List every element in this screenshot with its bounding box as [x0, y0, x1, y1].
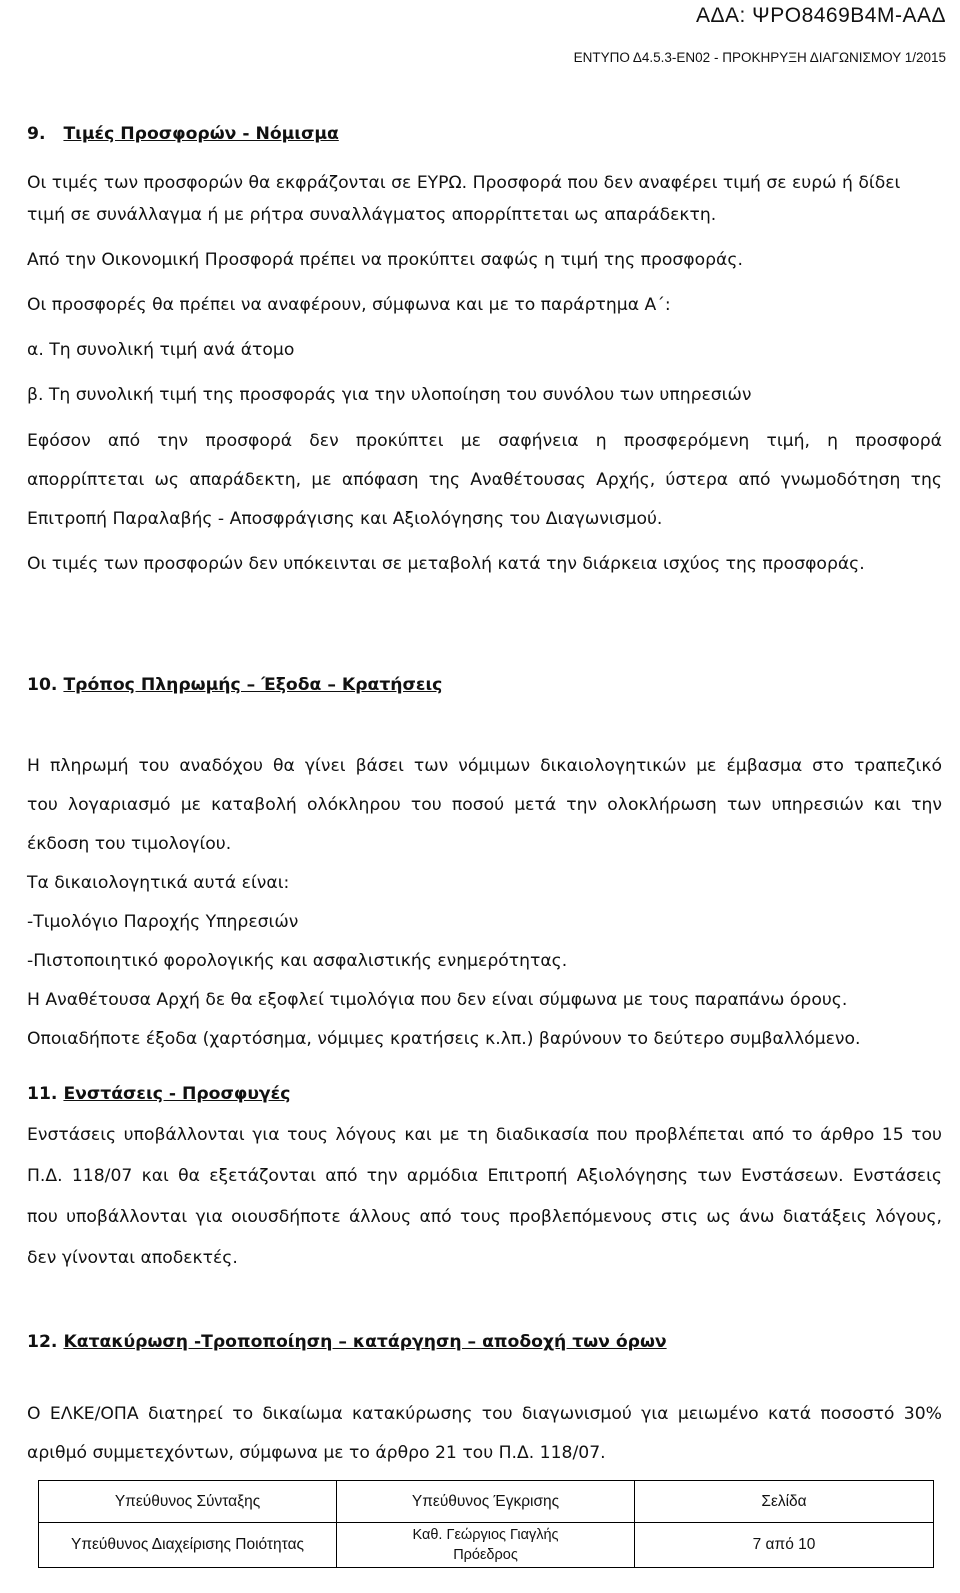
section-number: 12.	[27, 1332, 58, 1352]
paragraph: Ο ΕΛΚΕ/ΟΠΑ διατηρεί το δικαίωμα κατακύρωσης του διαγωνισμού για μειωμένο κατά ποσοστό 30%	[27, 1404, 942, 1424]
paragraph: αριθμό συμμετεχόντων, σύμφωνα με το άρθρο 21 του Π.Δ. 118/07.	[27, 1443, 606, 1463]
paragraph: Εφόσον από την προσφορά δεν προκύπτει με σαφήνεια η προσφερόμενη τιμή, η προσφορά	[27, 431, 942, 451]
section-number: 9.	[27, 124, 46, 144]
list-item: -Τιμολόγιο Παροχής Υπηρεσιών	[27, 912, 299, 932]
approver-name: Καθ. Γεώργιος Γιαγλής	[412, 1527, 559, 1543]
footer-approver-value	[337, 1523, 635, 1568]
paragraph: Η πληρωμή του αναδόχου θα γίνει βάσει των νόμιμων δικαιολογητικών με έμβασμα στο τραπεζικό	[27, 756, 942, 776]
paragraph: που υποβάλλονται για οιουσδήποτε άλλους από τους προβλεπόμενους στις ως άνω διατάξεις λόγους,	[27, 1207, 942, 1227]
footer-table	[38, 1480, 934, 1568]
paragraph: Π.Δ. 118/07 και θα εξετάζονται από την αρμόδια Επιτροπή Αξιολόγησης των Ενστάσεων. Ενστάσεις	[27, 1166, 942, 1186]
section-title: Τρόπος Πληρωμής – Έξοδα – Κρατήσεις	[63, 675, 443, 695]
section-11	[27, 1076, 942, 1276]
paragraph: Οι προσφορές θα πρέπει να αναφέρουν, σύμφωνα και με το παράρτημα Α΄:	[27, 295, 671, 315]
paragraph: Από την Οικονομική Προσφορά πρέπει να προκύπτει σαφώς η τιμή της προσφοράς.	[27, 250, 743, 270]
paragraph: του λογαριασμό με καταβολή ολόκληρου του ποσού μετά την ολοκλήρωση των υπηρεσιών και την	[27, 795, 942, 815]
form-code: ΕΝΤΥΠΟ Δ4.5.3-ΕΝ02 - ΠΡΟΚΗΡΥΞΗ ΔΙΑΓΩΝΙΣΜΟΥ 1/2015	[573, 50, 946, 65]
section-9-body	[27, 165, 942, 582]
paragraph: απορρίπτεται ως απαράδεκτη, με απόφαση της Αναθέτουσας Αρχής, ύστερα από γνωμοδότηση της	[27, 470, 942, 490]
list-item: -Πιστοποιητικό φορολογικής και ασφαλιστικής ενημερότητας.	[27, 951, 568, 971]
table-row	[39, 1523, 934, 1568]
section-9	[27, 116, 942, 152]
section-12	[27, 1324, 942, 1360]
ada-code: ΑΔΑ: ΨΡΟ8469Β4Μ-ΑΑΔ	[695, 4, 946, 27]
footer-page-value: 7 από 10	[635, 1523, 934, 1568]
section-number: 11.	[27, 1084, 58, 1104]
paragraph: Επιτροπή Παραλαβής - Αποσφράγισης και Αξιολόγησης του Διαγωνισμού.	[27, 509, 663, 529]
section-title: Τιμές Προσφορών - Νόμισμα	[63, 124, 339, 144]
footer-author-value: Υπεύθυνος Διαχείρισης Ποιότητας	[39, 1523, 337, 1568]
section-heading	[27, 116, 942, 152]
section-heading	[27, 1324, 942, 1360]
footer-author-label: Υπεύθυνος Σύνταξης	[39, 1481, 337, 1523]
footer-approver-label: Υπεύθυνος Έγκρισης	[337, 1481, 635, 1523]
section-number: 10.	[27, 675, 58, 695]
footer-page-label: Σελίδα	[635, 1481, 934, 1523]
list-item: α. Τη συνολική τιμή ανά άτομο	[27, 340, 295, 360]
paragraph: Η Αναθέτουσα Αρχή δε θα εξοφλεί τιμολόγια που δεν είναι σύμφωνα με τους παραπάνω όρους.	[27, 990, 848, 1010]
paragraph: Ενστάσεις υποβάλλονται για τους λόγους και με τη διαδικασία που προβλέπεται από το άρθρο 15 του	[27, 1125, 942, 1145]
paragraph: Οι τιμές των προσφορών θα εκφράζονται σε ΕΥΡΩ. Προσφορά που δεν αναφέρει τιμή σε ευρώ ή δίδει	[27, 173, 901, 193]
approver-role: Πρόεδρος	[453, 1547, 518, 1563]
paragraph: Τα δικαιολογητικά αυτά είναι:	[27, 873, 290, 893]
section-title: Ενστάσεις - Προσφυγές	[63, 1084, 291, 1104]
paragraph: έκδοση του τιμολογίου.	[27, 834, 232, 854]
paragraph: δεν γίνονται αποδεκτές.	[27, 1248, 238, 1268]
section-10-body	[27, 748, 942, 1057]
section-12-body	[27, 1396, 942, 1471]
paragraph: Οι τιμές των προσφορών δεν υπόκεινται σε μεταβολή κατά την διάρκεια ισχύος της προσφοράς.	[27, 554, 865, 574]
list-item: β. Τη συνολική τιμή της προσφοράς για την υλοποίηση του συνόλου των υπηρεσιών	[27, 385, 752, 405]
paragraph: Οποιαδήποτε έξοδα (χαρτόσημα, νόμιμες κρατήσεις κ.λπ.) βαρύνουν το δεύτερο συμβαλλόμενο.	[27, 1029, 861, 1049]
section-heading	[27, 1076, 942, 1112]
table-row	[39, 1481, 934, 1523]
section-10	[27, 667, 942, 703]
section-title: Κατακύρωση -Τροποποίηση – κατάργηση – αποδοχή των όρων	[63, 1332, 667, 1352]
section-heading	[27, 667, 942, 703]
paragraph: τιμή σε συνάλλαγμα ή με ρήτρα συναλλάγματος απορρίπτεται ως απαράδεκτη.	[27, 205, 717, 225]
